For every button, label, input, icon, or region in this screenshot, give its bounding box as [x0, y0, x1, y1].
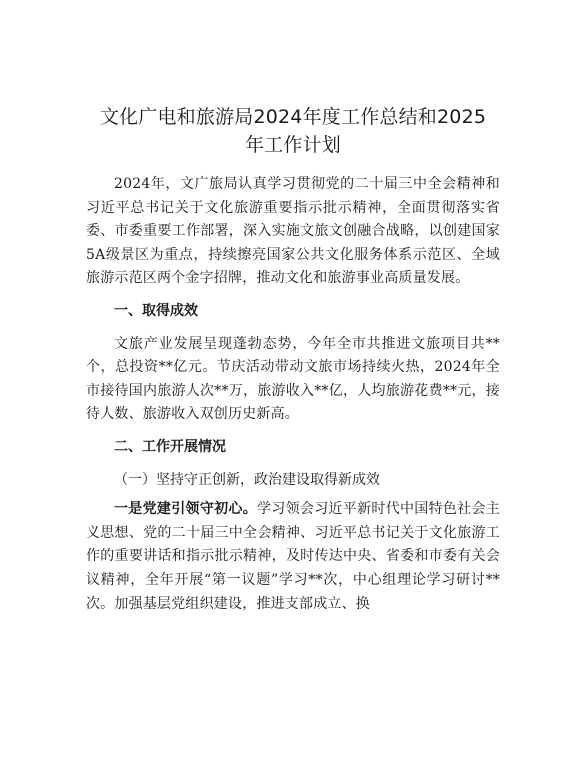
section-1-heading: 一、取得成效 [114, 302, 198, 319]
section-1-paragraph: 文旅产业发展呈现蓬勃态势，今年全市共推进文旅项目共**个，总投资**亿元。节庆活动带动文旅市场持续火热，2024年全市接待国内旅游人次**万，旅游收入**亿，人均旅游花费**元，接待人数、旅游收入双创历史新高。 [86, 335, 500, 423]
title-line-2: 年工作计划 [244, 134, 341, 156]
document-title [86, 103, 500, 159]
subsection-1-heading: （一）坚持守正创新，政治建设取得新成效 [114, 471, 380, 488]
point-1-body: 学习领会习近平新时代中国特色社会主义思想、党的二十届三中全会精神、习近平总书记关于文化旅游工作的重要讲话和指示批示精神，及时传达中央、省委和市委有关会议精神，全年开展“第一议题”学习**次，中心组理论学习研讨**次。加强基层党组织建设，推进支部成立、换 [86, 501, 500, 612]
section-2-heading: 二、工作开展情况 [114, 438, 226, 455]
title-line-1: 文化广电和旅游局2024年度工作总结和2025 [99, 106, 487, 128]
intro-paragraph: 2024年，文广旅局认真学习贯彻党的二十届三中全会精神和习近平总书记关于文化旅游重要指示批示精神，全面贯彻落实省委、市委重要工作部署，深入实施文旅文创融合战略，以创建国家5A级景区为重点，持续擦亮国家公共文化服务体系示范区、全域旅游示范区两个金字招牌，推动文化和旅游事业高质量发展。 [86, 176, 500, 287]
point-1-lead: 一是党建引领守初心。 [114, 501, 257, 518]
point-1-paragraph [86, 498, 500, 616]
